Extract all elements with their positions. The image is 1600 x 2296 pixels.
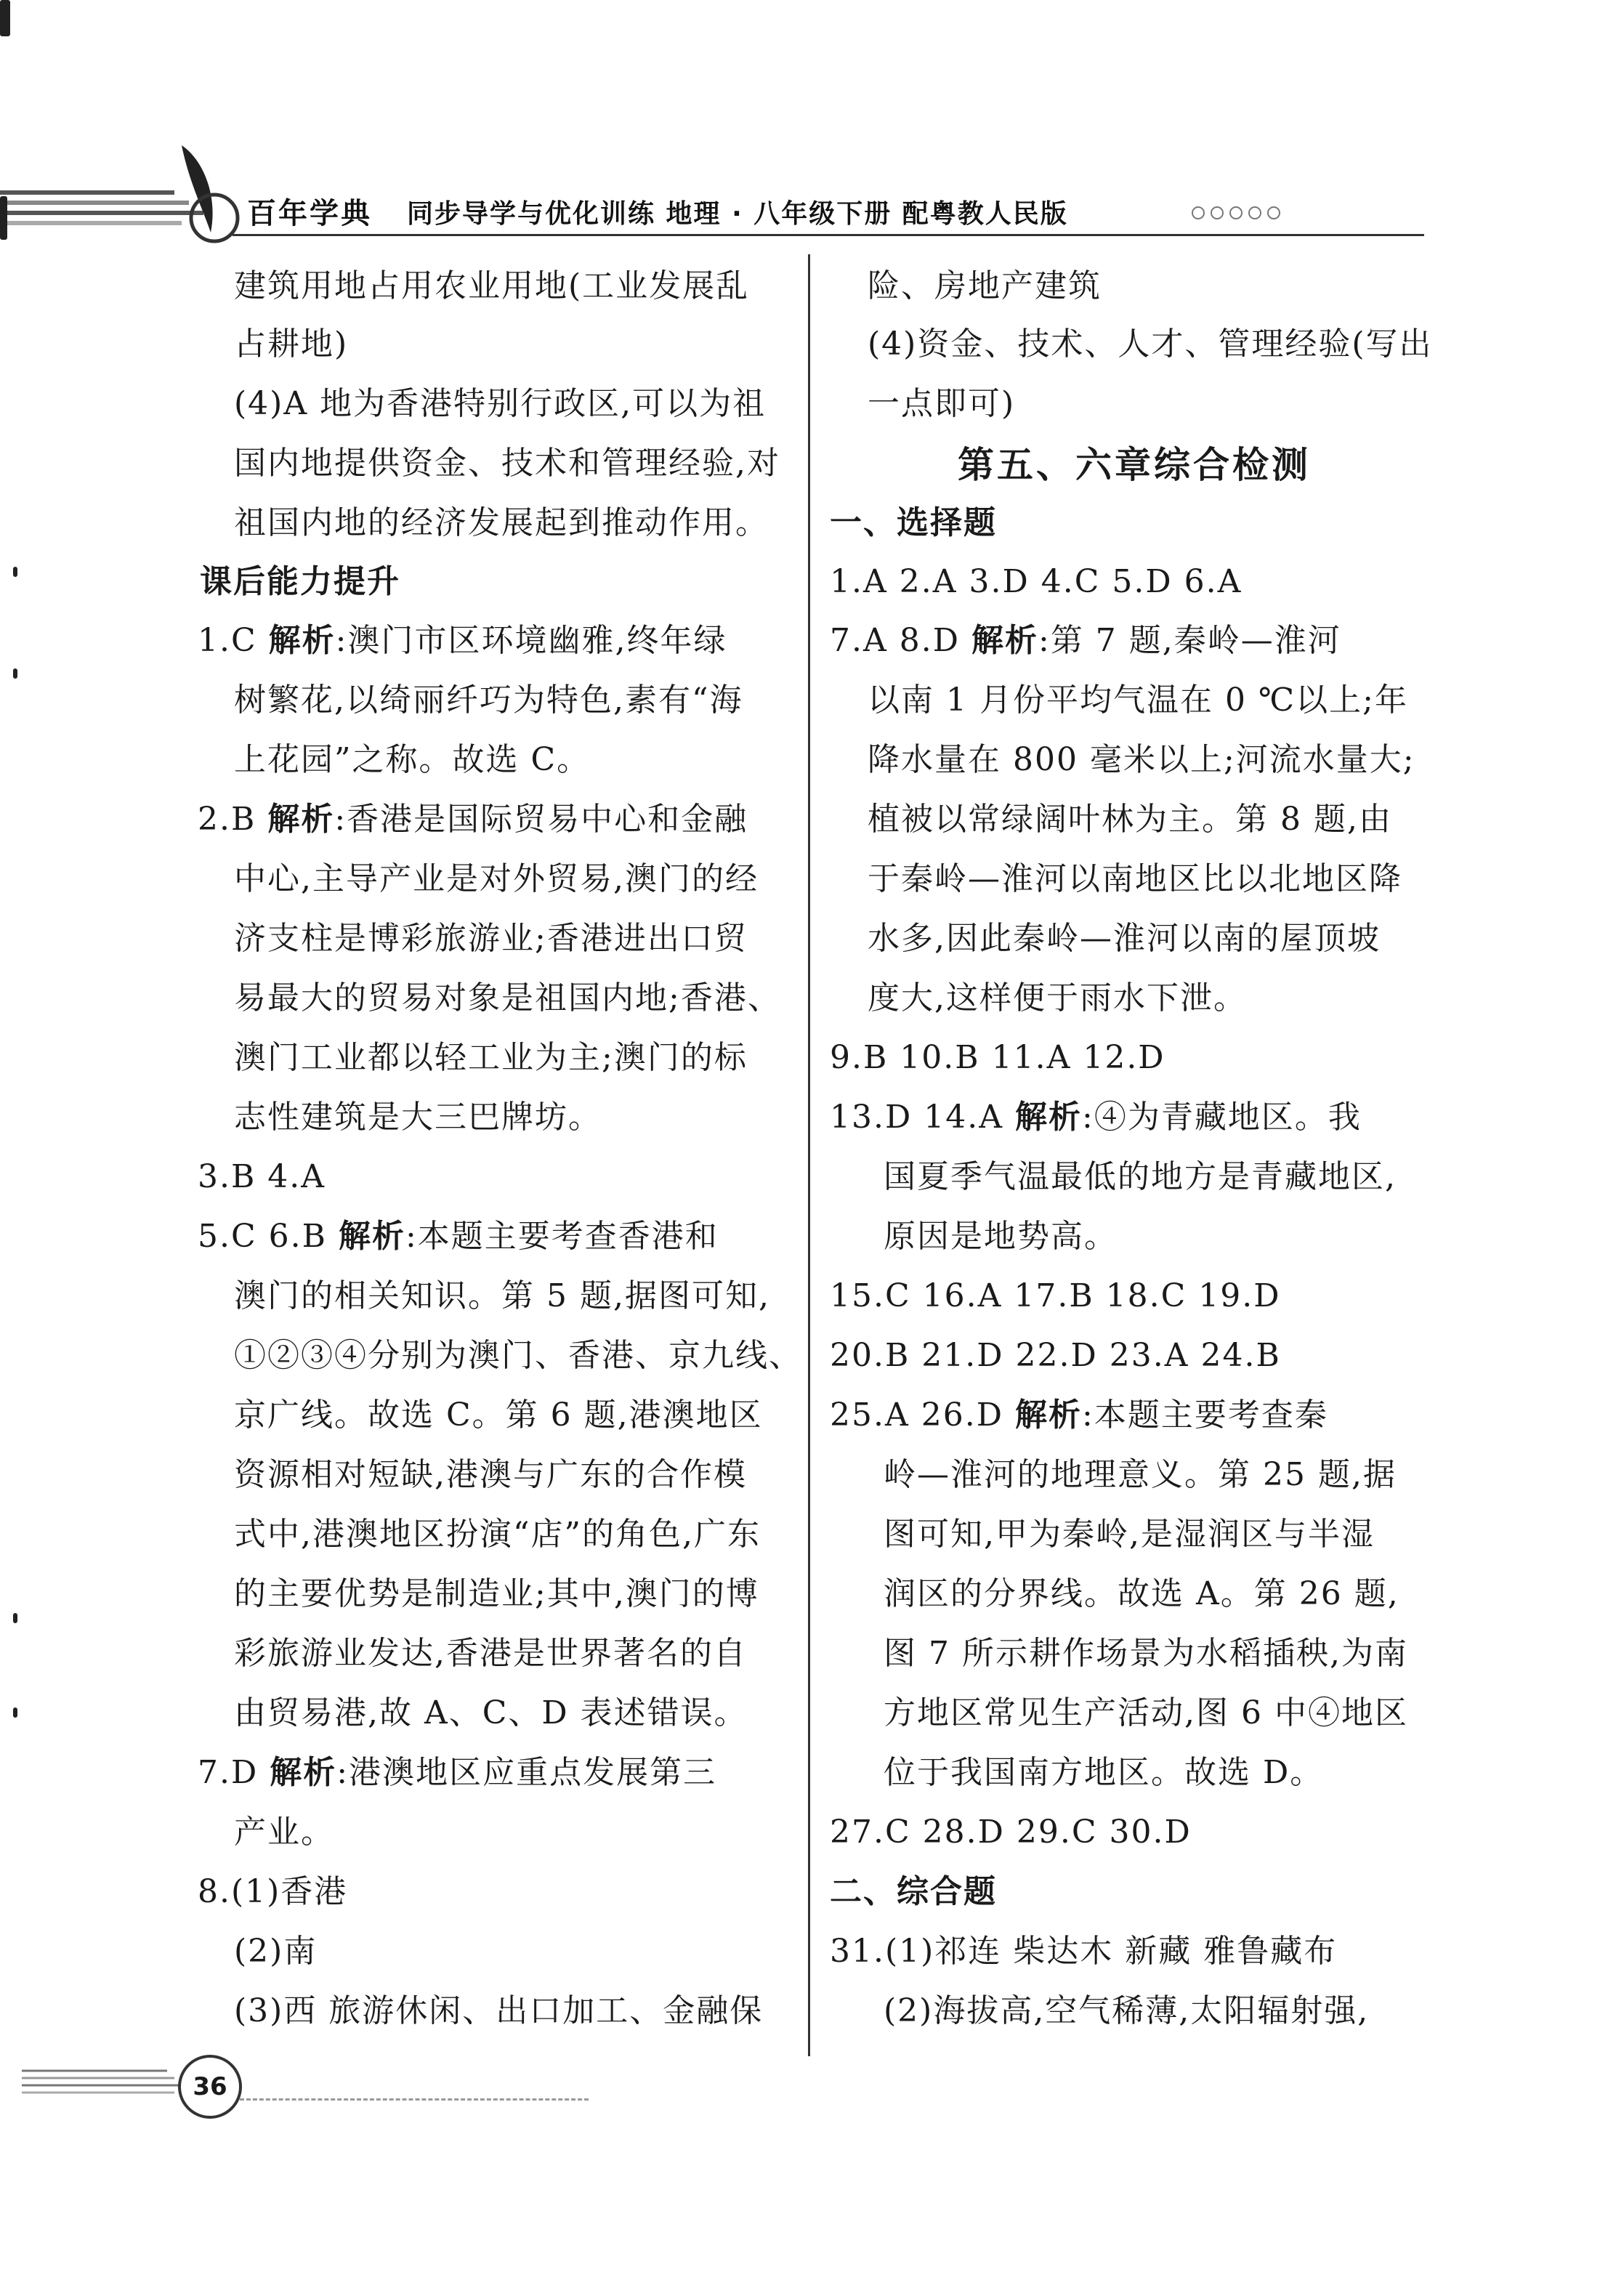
header-stripe xyxy=(0,190,174,195)
quill-logo-icon xyxy=(160,138,254,247)
left-line: (2)南 xyxy=(234,1933,318,1970)
answer-line: 27.C 28.D 29.C 30.D xyxy=(830,1814,1192,1851)
left-line: 式中,港澳地区扮演“店”的角色,广东 xyxy=(234,1516,761,1553)
left-line: 建筑用地占用农业用地(工业发展乱 xyxy=(234,267,750,304)
left-line: 澳门的相关知识。第 5 题,据图可知, xyxy=(234,1277,770,1314)
answer-line: 9.B 10.B 11.A 12.D xyxy=(830,1039,1165,1076)
right-line: 以南 1 月份平均气温在 0 ℃以上;年 xyxy=(868,682,1408,719)
right-line: 一点即可) xyxy=(868,385,1016,422)
section-heading: 课后能力提升 xyxy=(200,563,400,600)
left-line: 澳门工业都以轻工业为主;澳门的标 xyxy=(234,1039,748,1076)
header-stripe xyxy=(0,221,182,225)
answer-line: 1.A 2.A 3.D 4.C 5.D 6.A xyxy=(830,563,1243,600)
left-line: 占耕地) xyxy=(234,326,349,363)
header-subtitle: 同步导学与优化训练 地理 · 八年级下册 配粤教人民版 xyxy=(407,199,1068,229)
answer-line: 31.(1)祁连 柴达木 新藏 雅鲁藏布 xyxy=(830,1933,1338,1970)
answer-line: 15.C 16.A 17.B 18.C 19.D xyxy=(830,1277,1281,1314)
left-line: 济支柱是博彩旅游业;香港进出口贸 xyxy=(234,920,748,957)
right-line: 险、房地产建筑 xyxy=(868,267,1102,304)
answer-line: 8.(1)香港 xyxy=(198,1873,348,1910)
left-line: 中心,主导产业是对外贸易,澳门的经 xyxy=(234,860,759,897)
left-line: 上花园”之称。故选 C。 xyxy=(234,741,591,778)
left-line: 志性建筑是大三巴牌坊。 xyxy=(234,1099,602,1136)
right-line: 图 7 所示耕作场景为水稻插秧,为南 xyxy=(884,1635,1408,1672)
margin-mark xyxy=(13,567,17,577)
page-number: 36 xyxy=(178,2055,242,2119)
right-line: 于秦岭—淮河以南地区比以北地区降 xyxy=(868,860,1402,897)
footer-dashed-line xyxy=(240,2098,589,2101)
left-line: 国内地提供资金、技术和管理经验,对 xyxy=(234,445,780,482)
right-line: 位于我国南方地区。故选 D。 xyxy=(884,1754,1324,1791)
answer-line: 7.D 解析:港澳地区应重点发展第三 xyxy=(198,1754,717,1791)
right-line: 降水量在 800 毫米以上;河流水量大; xyxy=(868,741,1415,778)
answer-line: 2.B 解析:香港是国际贸易中心和金融 xyxy=(198,801,748,838)
brand-title: 百年学典 xyxy=(247,197,372,230)
right-line: 水多,因此秦岭—淮河以南的屋顶坡 xyxy=(868,920,1381,957)
margin-mark xyxy=(13,668,17,679)
right-line: 岭—淮河的地理意义。第 25 题,据 xyxy=(884,1456,1397,1493)
right-line: 图可知,甲为秦岭,是湿润区与半湿 xyxy=(884,1516,1375,1553)
answer-line: 25.A 26.D 解析:本题主要考查秦 xyxy=(830,1396,1328,1434)
column-divider xyxy=(808,254,810,2056)
answer-line: 7.A 8.D 解析:第 7 题,秦岭—淮河 xyxy=(830,622,1341,659)
left-line: 彩旅游业发达,香港是世界著名的自 xyxy=(234,1635,747,1672)
left-line: ①②③④分别为澳门、香港、京九线、 xyxy=(234,1337,802,1374)
right-line: 度大,这样便于雨水下泄。 xyxy=(868,979,1247,1016)
left-line: (3)西 旅游休闲、出口加工、金融保 xyxy=(234,1992,764,2029)
answer-line: 3.B 4.A xyxy=(198,1158,326,1195)
right-line: 润区的分界线。故选 A。第 26 题, xyxy=(884,1575,1399,1612)
right-line: (4)资金、技术、人才、管理经验(写出 xyxy=(868,326,1433,363)
left-line: 树繁花,以绮丽纤巧为特色,素有“海 xyxy=(234,682,743,719)
left-line: (4)A 地为香港特别行政区,可以为祖 xyxy=(234,385,767,422)
margin-mark xyxy=(0,0,10,36)
right-line: 国夏季气温最低的地方是青藏地区, xyxy=(884,1158,1397,1195)
left-line: 资源相对短缺,港澳与广东的合作模 xyxy=(234,1456,747,1493)
answer-line: 5.C 6.B 解析:本题主要考查香港和 xyxy=(198,1218,719,1255)
footer-stripes xyxy=(22,2056,189,2107)
right-line: (2)海拔高,空气稀薄,太阳辐射强, xyxy=(884,1992,1370,2029)
left-line: 由贸易港,故 A、C、D 表述错误。 xyxy=(234,1694,748,1731)
section-heading: 二、综合题 xyxy=(830,1873,997,1910)
chapter-title: 第五、六章综合检测 xyxy=(958,444,1311,486)
right-line: 方地区常见生产活动,图 6 中④地区 xyxy=(884,1694,1408,1731)
header-rule xyxy=(233,234,1424,236)
margin-mark xyxy=(0,196,7,240)
left-line: 的主要优势是制造业;其中,澳门的博 xyxy=(234,1575,759,1612)
left-line: 易最大的贸易对象是祖国内地;香港、 xyxy=(234,979,781,1016)
answer-line: 1.C 解析:澳门市区环境幽雅,终年绿 xyxy=(198,622,727,659)
right-line: 植被以常绿阔叶林为主。第 8 题,由 xyxy=(868,801,1392,838)
margin-mark xyxy=(13,1613,17,1623)
answer-line: 13.D 14.A 解析:④为青藏地区。我 xyxy=(830,1099,1362,1136)
left-line: 京广线。故选 C。第 6 题,港澳地区 xyxy=(234,1396,763,1434)
right-line: 原因是地势高。 xyxy=(884,1218,1118,1255)
section-heading: 一、选择题 xyxy=(830,504,997,541)
margin-mark xyxy=(13,1707,17,1718)
answer-line: 20.B 21.D 22.D 23.A 24.B xyxy=(830,1337,1281,1374)
left-line: 祖国内地的经济发展起到推动作用。 xyxy=(234,504,769,541)
header-dots xyxy=(1192,206,1280,219)
left-line: 产业。 xyxy=(234,1814,334,1851)
